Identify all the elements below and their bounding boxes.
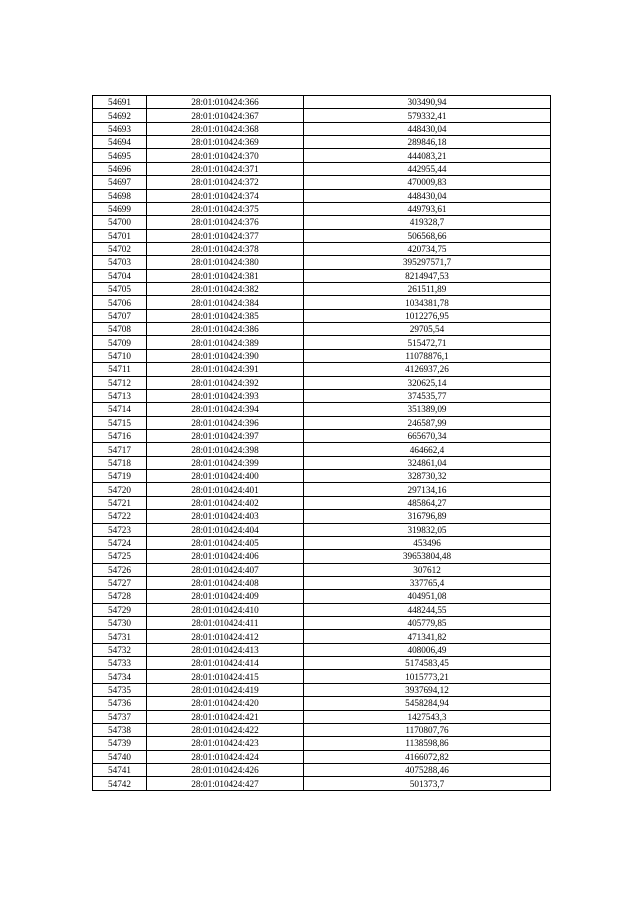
- cadastral-number-cell: 28:01:010424:400: [147, 470, 304, 483]
- value-cell: 408006,49: [304, 643, 551, 656]
- cadastral-number-cell: 28:01:010424:414: [147, 657, 304, 670]
- row-number-cell: 54699: [93, 202, 147, 215]
- table-row: [93, 122, 551, 135]
- value-cell: 515472,71: [304, 336, 551, 349]
- table-row: [93, 737, 551, 750]
- row-number-cell: 54697: [93, 176, 147, 189]
- value-cell: 289846,18: [304, 136, 551, 149]
- row-number-cell: 54726: [93, 563, 147, 576]
- cadastral-number-cell: 28:01:010424:411: [147, 617, 304, 630]
- value-cell: 11078876,1: [304, 349, 551, 362]
- value-cell: 448244,55: [304, 603, 551, 616]
- table-row: [93, 283, 551, 296]
- cadastral-number-cell: 28:01:010424:389: [147, 336, 304, 349]
- value-cell: 319832,05: [304, 523, 551, 536]
- table-row: [93, 309, 551, 322]
- table-row: [93, 242, 551, 255]
- cadastral-number-cell: 28:01:010424:421: [147, 710, 304, 723]
- table-row: [93, 189, 551, 202]
- cadastral-number-cell: 28:01:010424:408: [147, 576, 304, 589]
- value-cell: 404951,08: [304, 590, 551, 603]
- table-row: [93, 336, 551, 349]
- value-cell: 246587,99: [304, 416, 551, 429]
- cadastral-number-cell: 28:01:010424:385: [147, 309, 304, 322]
- cadastral-number-cell: 28:01:010424:386: [147, 323, 304, 336]
- row-number-cell: 54721: [93, 496, 147, 509]
- table-row: [93, 202, 551, 215]
- cadastral-number-cell: 28:01:010424:393: [147, 389, 304, 402]
- table-row: [93, 657, 551, 670]
- value-cell: 471341,82: [304, 630, 551, 643]
- table-row: [93, 456, 551, 469]
- table-row: [93, 563, 551, 576]
- table-body: [93, 96, 551, 791]
- value-cell: 39653804,48: [304, 550, 551, 563]
- table-row: [93, 697, 551, 710]
- row-number-cell: 54691: [93, 96, 147, 109]
- row-number-cell: 54720: [93, 483, 147, 496]
- table-row: [93, 536, 551, 549]
- value-cell: 448430,04: [304, 122, 551, 135]
- cadastral-number-cell: 28:01:010424:410: [147, 603, 304, 616]
- cadastral-number-cell: 28:01:010424:419: [147, 683, 304, 696]
- table-row: [93, 389, 551, 402]
- table-row: [93, 229, 551, 242]
- cadastral-number-cell: 28:01:010424:407: [147, 563, 304, 576]
- value-cell: 5174583,45: [304, 657, 551, 670]
- value-cell: 307612: [304, 563, 551, 576]
- table-row: [93, 710, 551, 723]
- row-number-cell: 54696: [93, 162, 147, 175]
- table-row: [93, 296, 551, 309]
- cadastral-number-cell: 28:01:010424:422: [147, 723, 304, 736]
- cadastral-number-cell: 28:01:010424:399: [147, 456, 304, 469]
- row-number-cell: 54739: [93, 737, 147, 750]
- cadastral-number-cell: 28:01:010424:403: [147, 510, 304, 523]
- table-row: [93, 483, 551, 496]
- row-number-cell: 54725: [93, 550, 147, 563]
- value-cell: 444083,21: [304, 149, 551, 162]
- value-cell: 442955,44: [304, 162, 551, 175]
- table-row: [93, 443, 551, 456]
- value-cell: 470009,83: [304, 176, 551, 189]
- table-row: [93, 550, 551, 563]
- value-cell: 4126937,26: [304, 363, 551, 376]
- cadastral-number-cell: 28:01:010424:404: [147, 523, 304, 536]
- table-row: [93, 590, 551, 603]
- row-number-cell: 54740: [93, 750, 147, 763]
- cadastral-number-cell: 28:01:010424:396: [147, 416, 304, 429]
- table-row: [93, 683, 551, 696]
- row-number-cell: 54701: [93, 229, 147, 242]
- cadastral-number-cell: 28:01:010424:372: [147, 176, 304, 189]
- value-cell: 405779,85: [304, 617, 551, 630]
- value-cell: 420734,75: [304, 242, 551, 255]
- value-cell: 316796,89: [304, 510, 551, 523]
- value-cell: 374535,77: [304, 389, 551, 402]
- row-number-cell: 54695: [93, 149, 147, 162]
- row-number-cell: 54703: [93, 256, 147, 269]
- value-cell: 1012276,95: [304, 309, 551, 322]
- table-row: [93, 349, 551, 362]
- row-number-cell: 54710: [93, 349, 147, 362]
- row-number-cell: 54719: [93, 470, 147, 483]
- table-row: [93, 777, 551, 790]
- table-row: [93, 162, 551, 175]
- cadastral-number-cell: 28:01:010424:397: [147, 429, 304, 442]
- value-cell: 303490,94: [304, 96, 551, 109]
- row-number-cell: 54727: [93, 576, 147, 589]
- data-table: [92, 95, 551, 791]
- value-cell: 579332,41: [304, 109, 551, 122]
- table-row: [93, 323, 551, 336]
- value-cell: 324861,04: [304, 456, 551, 469]
- row-number-cell: 54694: [93, 136, 147, 149]
- table-row: [93, 109, 551, 122]
- cadastral-number-cell: 28:01:010424:424: [147, 750, 304, 763]
- row-number-cell: 54713: [93, 389, 147, 402]
- row-number-cell: 54707: [93, 309, 147, 322]
- value-cell: 29705,54: [304, 323, 551, 336]
- cadastral-number-cell: 28:01:010424:420: [147, 697, 304, 710]
- row-number-cell: 54735: [93, 683, 147, 696]
- value-cell: 5458284,94: [304, 697, 551, 710]
- row-number-cell: 54729: [93, 603, 147, 616]
- cadastral-number-cell: 28:01:010424:376: [147, 216, 304, 229]
- value-cell: 506568,66: [304, 229, 551, 242]
- value-cell: 8214947,53: [304, 269, 551, 282]
- row-number-cell: 54736: [93, 697, 147, 710]
- row-number-cell: 54732: [93, 643, 147, 656]
- row-number-cell: 54698: [93, 189, 147, 202]
- table-row: [93, 670, 551, 683]
- row-number-cell: 54730: [93, 617, 147, 630]
- cadastral-number-cell: 28:01:010424:402: [147, 496, 304, 509]
- value-cell: 453496: [304, 536, 551, 549]
- table-row: [93, 763, 551, 776]
- cadastral-number-cell: 28:01:010424:413: [147, 643, 304, 656]
- cadastral-number-cell: 28:01:010424:381: [147, 269, 304, 282]
- value-cell: 395297571,7: [304, 256, 551, 269]
- value-cell: 419328,7: [304, 216, 551, 229]
- cadastral-number-cell: 28:01:010424:392: [147, 376, 304, 389]
- row-number-cell: 54706: [93, 296, 147, 309]
- value-cell: 4166072,82: [304, 750, 551, 763]
- cadastral-number-cell: 28:01:010424:391: [147, 363, 304, 376]
- cadastral-number-cell: 28:01:010424:377: [147, 229, 304, 242]
- row-number-cell: 54711: [93, 363, 147, 376]
- cadastral-number-cell: 28:01:010424:426: [147, 763, 304, 776]
- table-row: [93, 216, 551, 229]
- value-cell: 351389,09: [304, 403, 551, 416]
- table-row: [93, 429, 551, 442]
- value-cell: 328730,32: [304, 470, 551, 483]
- table-row: [93, 256, 551, 269]
- table-row: [93, 176, 551, 189]
- value-cell: 485864,27: [304, 496, 551, 509]
- table-row: [93, 416, 551, 429]
- table-row: [93, 510, 551, 523]
- cadastral-number-cell: 28:01:010424:369: [147, 136, 304, 149]
- cadastral-number-cell: 28:01:010424:367: [147, 109, 304, 122]
- cadastral-number-cell: 28:01:010424:394: [147, 403, 304, 416]
- value-cell: 4075288,46: [304, 763, 551, 776]
- row-number-cell: 54733: [93, 657, 147, 670]
- row-number-cell: 54708: [93, 323, 147, 336]
- table-row: [93, 96, 551, 109]
- row-number-cell: 54716: [93, 429, 147, 442]
- cadastral-number-cell: 28:01:010424:374: [147, 189, 304, 202]
- value-cell: 501373,7: [304, 777, 551, 790]
- row-number-cell: 54718: [93, 456, 147, 469]
- cadastral-number-cell: 28:01:010424:412: [147, 630, 304, 643]
- value-cell: 464662,4: [304, 443, 551, 456]
- cadastral-number-cell: 28:01:010424:398: [147, 443, 304, 456]
- table-row: [93, 376, 551, 389]
- table-row: [93, 403, 551, 416]
- value-cell: 665670,34: [304, 429, 551, 442]
- value-cell: 3937694,12: [304, 683, 551, 696]
- cadastral-number-cell: 28:01:010424:423: [147, 737, 304, 750]
- row-number-cell: 54723: [93, 523, 147, 536]
- cadastral-number-cell: 28:01:010424:390: [147, 349, 304, 362]
- cadastral-number-cell: 28:01:010424:405: [147, 536, 304, 549]
- row-number-cell: 54728: [93, 590, 147, 603]
- cadastral-number-cell: 28:01:010424:382: [147, 283, 304, 296]
- value-cell: 449793,61: [304, 202, 551, 215]
- table-row: [93, 363, 551, 376]
- value-cell: 1170807,76: [304, 723, 551, 736]
- value-cell: 448430,04: [304, 189, 551, 202]
- table-row: [93, 750, 551, 763]
- row-number-cell: 54705: [93, 283, 147, 296]
- row-number-cell: 54709: [93, 336, 147, 349]
- row-number-cell: 54737: [93, 710, 147, 723]
- row-number-cell: 54702: [93, 242, 147, 255]
- value-cell: 297134,16: [304, 483, 551, 496]
- value-cell: 261511,89: [304, 283, 551, 296]
- row-number-cell: 54693: [93, 122, 147, 135]
- value-cell: 1138598,86: [304, 737, 551, 750]
- table-row: [93, 496, 551, 509]
- cadastral-number-cell: 28:01:010424:368: [147, 122, 304, 135]
- value-cell: 337765,4: [304, 576, 551, 589]
- table-row: [93, 603, 551, 616]
- cadastral-number-cell: 28:01:010424:427: [147, 777, 304, 790]
- row-number-cell: 54741: [93, 763, 147, 776]
- table-row: [93, 723, 551, 736]
- row-number-cell: 54724: [93, 536, 147, 549]
- table-row: [93, 269, 551, 282]
- row-number-cell: 54704: [93, 269, 147, 282]
- row-number-cell: 54734: [93, 670, 147, 683]
- cadastral-number-cell: 28:01:010424:371: [147, 162, 304, 175]
- cadastral-number-cell: 28:01:010424:375: [147, 202, 304, 215]
- table-row: [93, 470, 551, 483]
- cadastral-number-cell: 28:01:010424:415: [147, 670, 304, 683]
- table-row: [93, 136, 551, 149]
- row-number-cell: 54715: [93, 416, 147, 429]
- value-cell: 320625,14: [304, 376, 551, 389]
- cadastral-number-cell: 28:01:010424:366: [147, 96, 304, 109]
- cadastral-number-cell: 28:01:010424:406: [147, 550, 304, 563]
- row-number-cell: 54700: [93, 216, 147, 229]
- cadastral-number-cell: 28:01:010424:401: [147, 483, 304, 496]
- row-number-cell: 54722: [93, 510, 147, 523]
- table-row: [93, 576, 551, 589]
- row-number-cell: 54742: [93, 777, 147, 790]
- cadastral-number-cell: 28:01:010424:378: [147, 242, 304, 255]
- cadastral-number-cell: 28:01:010424:384: [147, 296, 304, 309]
- table-row: [93, 149, 551, 162]
- row-number-cell: 54712: [93, 376, 147, 389]
- row-number-cell: 54717: [93, 443, 147, 456]
- value-cell: 1034381,78: [304, 296, 551, 309]
- row-number-cell: 54714: [93, 403, 147, 416]
- cadastral-number-cell: 28:01:010424:370: [147, 149, 304, 162]
- table-row: [93, 630, 551, 643]
- cadastral-number-cell: 28:01:010424:409: [147, 590, 304, 603]
- cadastral-number-cell: 28:01:010424:380: [147, 256, 304, 269]
- value-cell: 1427543,3: [304, 710, 551, 723]
- value-cell: 1015773,21: [304, 670, 551, 683]
- row-number-cell: 54738: [93, 723, 147, 736]
- table-row: [93, 523, 551, 536]
- row-number-cell: 54731: [93, 630, 147, 643]
- row-number-cell: 54692: [93, 109, 147, 122]
- table-row: [93, 617, 551, 630]
- table-row: [93, 643, 551, 656]
